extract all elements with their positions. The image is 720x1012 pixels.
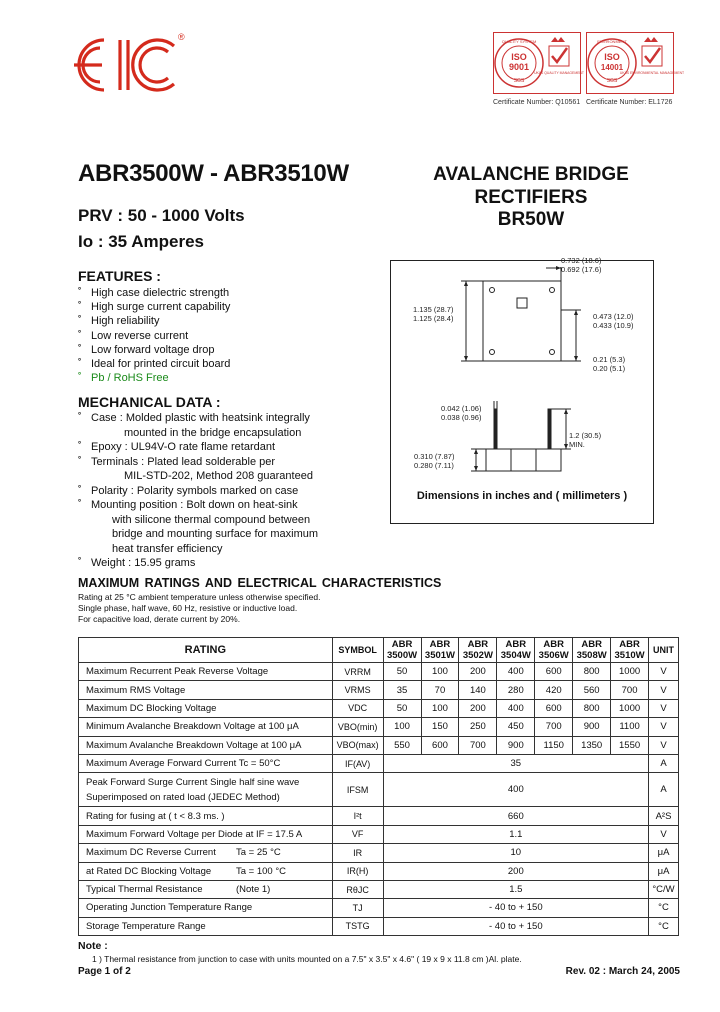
rating-symbol: TSTG <box>332 917 383 935</box>
table-row <box>79 862 679 880</box>
rating-description: Maximum DC Reverse Current Ta = 25 °C <box>79 844 333 862</box>
dim-lead-length: 1.2 (30.5) MIN. <box>569 431 602 449</box>
rating-value: 100 <box>383 718 421 736</box>
rating-description: Maximum Recurrent Peak Reverse Voltage <box>79 663 333 681</box>
registered-mark: ® <box>178 32 185 42</box>
rating-value: 1100 <box>611 718 649 736</box>
note-title: Note : <box>78 940 108 952</box>
cert1-std: ISO <box>511 52 527 62</box>
features-heading: FEATURES : <box>78 268 161 284</box>
table-row <box>79 825 679 843</box>
rating-value: 10 <box>383 844 648 862</box>
list-item-cont: heat transfer efficiency <box>112 542 223 555</box>
list-item-cont: mounted in the bridge encapsulation <box>124 426 302 439</box>
rating-value: 250 <box>459 718 497 736</box>
dimensions-note: Dimensions in inches and ( millimeters ) <box>416 490 628 502</box>
header-part: ABR 3504W <box>497 638 535 663</box>
rating-value: 50 <box>383 663 421 681</box>
cert2-std: ISO <box>604 52 620 62</box>
list-item: ˚ Terminals : Plated lead solderable per <box>78 455 276 468</box>
rating-symbol: IF(AV) <box>332 754 383 772</box>
table-row <box>79 899 679 917</box>
cert2-num: 14001 <box>600 63 624 72</box>
revision: Rev. 02 : March 24, 2005 <box>565 966 680 977</box>
list-item: ˚ Case : Molded plastic with heatsink integrally <box>78 412 310 424</box>
rating-value: 100 <box>421 663 459 681</box>
features-list <box>78 286 230 385</box>
rating-value: 1.5 <box>383 880 648 898</box>
rating-value: 600 <box>421 736 459 754</box>
iso14001-certificate <box>586 32 685 106</box>
rating-symbol: VF <box>332 825 383 843</box>
dim-lead-width: 0.042 (1.06) 0.038 (0.96) <box>441 404 482 422</box>
rating-description: Maximum DC Blocking Voltage <box>79 699 333 717</box>
rating-unit: °C <box>649 917 679 935</box>
cert2-ring-text: ENVIRONMENT <box>597 39 627 44</box>
rating-value: 400 <box>383 773 648 807</box>
rating-value: 400 <box>497 699 535 717</box>
rating-description: Maximum Forward Voltage per Diode at IF = 17.5 A <box>79 825 333 843</box>
rating-unit: V <box>649 663 679 681</box>
rating-value: 140 <box>459 681 497 699</box>
table-row <box>79 773 679 807</box>
rating-value: 35 <box>383 681 421 699</box>
rating-value: 450 <box>497 718 535 736</box>
rating-unit: A²S <box>649 807 679 825</box>
rating-value: 700 <box>611 681 649 699</box>
cert1-crown-text: UKAS QUALITY MANAGEMENT <box>534 71 584 75</box>
rating-value: 70 <box>421 681 459 699</box>
rating-value: 1150 <box>535 736 573 754</box>
list-item: ˚ Ideal for printed circuit board <box>78 358 231 371</box>
dim-hole-offset: 0.473 (12.0) 0.433 (10.9) <box>593 312 634 330</box>
package-side-view <box>486 449 561 471</box>
rating-description: Peak Forward Surge Current Single half sine wave Superimposed on rated load (JEDEC Method) <box>79 773 333 807</box>
rating-symbol: VDC <box>332 699 383 717</box>
rating-symbol: VRMS <box>332 681 383 699</box>
ratings-table <box>78 637 679 936</box>
rating-value: 900 <box>573 718 611 736</box>
dimension-drawing <box>390 256 654 524</box>
product-title: ABR3500W - ABR3510W <box>78 160 349 187</box>
product-type-line2: RECTIFIERS <box>474 187 588 208</box>
header-part: ABR 3502W <box>459 638 497 663</box>
rating-value: 35 <box>383 754 648 772</box>
cert2-crown-text: UKAS ENVIRONMENTAL MANAGEMENT <box>619 71 685 75</box>
product-type-line1: AVALANCHE BRIDGE <box>433 164 629 185</box>
list-item: ˚ Epoxy : UL94V-O rate flame retardant <box>78 441 276 453</box>
rating-value: 200 <box>459 699 497 717</box>
rating-value: 200 <box>383 862 648 880</box>
page-number: Page 1 of 2 <box>78 966 131 977</box>
rating-symbol: I²t <box>332 807 383 825</box>
list-item: ˚ Polarity : Polarity symbols marked on case <box>78 484 299 497</box>
rating-value: 560 <box>573 681 611 699</box>
crown-icon <box>644 37 658 42</box>
rating-unit: V <box>649 825 679 843</box>
rating-value: 200 <box>459 663 497 681</box>
rating-symbol: VBO(min) <box>332 718 383 736</box>
list-item: ˚ Weight : 15.95 grams <box>78 557 196 569</box>
io-spec: Io : 35 Amperes <box>78 232 204 251</box>
note-1: 1 ) Thermal resistance from junction to case with units mounted on a 7.5" x 3.5" x 4.6" ( 19 x 9 x 11.8 cm )Al. plate. <box>92 954 522 964</box>
dim-thickness: 0.310 (7.87) 0.280 (7.11) <box>414 452 455 470</box>
rating-description: Typical Thermal Resistance (Note 1) <box>79 880 333 898</box>
check-icon <box>645 48 660 62</box>
mount-hole <box>517 298 527 308</box>
rating-description: Storage Temperature Range <box>79 917 333 935</box>
header-unit: UNIT <box>649 638 679 663</box>
rating-value: - 40 to + 150 <box>383 917 648 935</box>
cert1-brand: SGS <box>513 78 525 84</box>
rating-symbol: IFSM <box>332 773 383 807</box>
rating-description: Maximum RMS Voltage <box>79 681 333 699</box>
rating-value: 600 <box>535 663 573 681</box>
package-name: BR50W <box>497 209 565 230</box>
table-row <box>79 736 679 754</box>
rating-symbol: RθJC <box>332 880 383 898</box>
dim-width-top: 0.732 (18.6) 0.692 (17.6) <box>561 256 602 274</box>
rating-description: Maximum Average Forward Current Tc = 50°C <box>79 754 333 772</box>
rating-unit: V <box>649 699 679 717</box>
rating-unit: μA <box>649 844 679 862</box>
dim-lead-spacing: 0.21 (5.3) 0.20 (5.1) <box>593 355 626 373</box>
mechanical-list <box>78 411 318 571</box>
rating-value: 1000 <box>611 663 649 681</box>
rating-value: 1.1 <box>383 825 648 843</box>
header-rating: RATING <box>79 638 333 663</box>
cert1-num: 9001 <box>508 62 530 72</box>
rating-value: 800 <box>573 663 611 681</box>
iso9001-certificate <box>493 32 584 106</box>
rating-value: 50 <box>383 699 421 717</box>
rating-value: 150 <box>421 718 459 736</box>
table-row <box>79 880 679 898</box>
dim-height: 1.135 (28.7) 1.125 (28.4) <box>413 305 454 323</box>
table-row <box>79 681 679 699</box>
rating-value: 660 <box>383 807 648 825</box>
rating-value: 900 <box>497 736 535 754</box>
list-item: ˚ Mounting position : Bolt down on heat-sink <box>78 499 298 511</box>
rating-unit: V <box>649 736 679 754</box>
rating-value: 600 <box>535 699 573 717</box>
rating-description: Minimum Avalanche Breakdown Voltage at 100 μA <box>79 718 333 736</box>
table-row <box>79 807 679 825</box>
table-row <box>79 844 679 862</box>
rating-symbol: TJ <box>332 899 383 917</box>
rating-unit: μA <box>649 862 679 880</box>
header-part: ABR 3510W <box>611 638 649 663</box>
rating-symbol: VRRM <box>332 663 383 681</box>
header-part: ABR 3501W <box>421 638 459 663</box>
rating-unit: A <box>649 773 679 807</box>
rating-value: 800 <box>573 699 611 717</box>
mechanical-heading: MECHANICAL DATA : <box>78 394 221 410</box>
list-item: ˚ Low forward voltage drop <box>78 343 215 356</box>
rating-value: 700 <box>459 736 497 754</box>
rating-symbol: IR <box>332 844 383 862</box>
table-row <box>79 917 679 935</box>
table-row <box>79 663 679 681</box>
eic-logo <box>62 34 192 101</box>
cert2-brand: SGS <box>606 78 618 84</box>
cert1-caption: Certificate Number: Q10561 <box>493 99 581 106</box>
ratings-title: MAXIMUM RATINGS AND ELECTRICAL CHARACTERISTICS <box>78 576 442 590</box>
rating-value: 100 <box>421 699 459 717</box>
table-row <box>79 718 679 736</box>
rating-value: 400 <box>497 663 535 681</box>
table-header-row <box>79 638 679 663</box>
rating-unit: °C/W <box>649 880 679 898</box>
rating-value: - 40 to + 150 <box>383 899 648 917</box>
rating-description: Rating for fusing at ( t < 8.3 ms. ) <box>79 807 333 825</box>
header-symbol: SYMBOL <box>332 638 383 663</box>
list-item: ˚ Low reverse current <box>78 329 189 342</box>
cert2-caption: Certificate Number: EL1726 <box>586 99 673 106</box>
ratings-notes: Rating at 25 °C ambient temperature unless otherwise specified. Single phase, half wave, 60 Hz, resistive or inductive load. For capacitive load, derate current by 20%. <box>78 592 321 624</box>
rohs-item: ˚ Pb / RoHS Free <box>78 372 169 385</box>
header-part: ABR 3506W <box>535 638 573 663</box>
rating-symbol: VBO(max) <box>332 736 383 754</box>
rating-value: 1350 <box>573 736 611 754</box>
prv-spec: PRV : 50 - 1000 Volts <box>78 206 245 225</box>
product-type-title <box>418 163 644 209</box>
header-part: ABR 3508W <box>573 638 611 663</box>
rating-unit: °C <box>649 899 679 917</box>
rating-value: 420 <box>535 681 573 699</box>
rating-value: 1000 <box>611 699 649 717</box>
check-icon <box>552 48 567 62</box>
rating-description: at Rated DC Blocking Voltage Ta = 100 °C <box>79 862 333 880</box>
rating-unit: V <box>649 681 679 699</box>
list-item-cont: bridge and mounting surface for maximum <box>112 528 319 540</box>
table-row <box>79 754 679 772</box>
package-top-view <box>483 281 561 361</box>
crown-icon <box>551 37 565 42</box>
rating-description: Maximum Avalanche Breakdown Voltage at 100 μA <box>79 736 333 754</box>
rating-description: Operating Junction Temperature Range <box>79 899 333 917</box>
header-part: ABR 3500W <box>383 638 421 663</box>
rating-unit: A <box>649 754 679 772</box>
rating-value: 280 <box>497 681 535 699</box>
rating-unit: V <box>649 718 679 736</box>
list-item: ˚ High surge current capability <box>78 301 231 314</box>
list-item-cont: MIL-STD-202, Method 208 guaranteed <box>124 470 313 482</box>
rating-value: 700 <box>535 718 573 736</box>
list-item-cont: with silicone thermal compound between <box>112 513 311 526</box>
list-item: ˚ High case dielectric strength <box>78 287 230 299</box>
rating-value: 550 <box>383 736 421 754</box>
table-row <box>79 699 679 717</box>
list-item: ˚ High reliability <box>78 315 160 328</box>
rating-value: 1550 <box>611 736 649 754</box>
rating-symbol: IR(H) <box>332 862 383 880</box>
cert1-ring-text: QUALITY SYSTEM <box>501 39 537 44</box>
